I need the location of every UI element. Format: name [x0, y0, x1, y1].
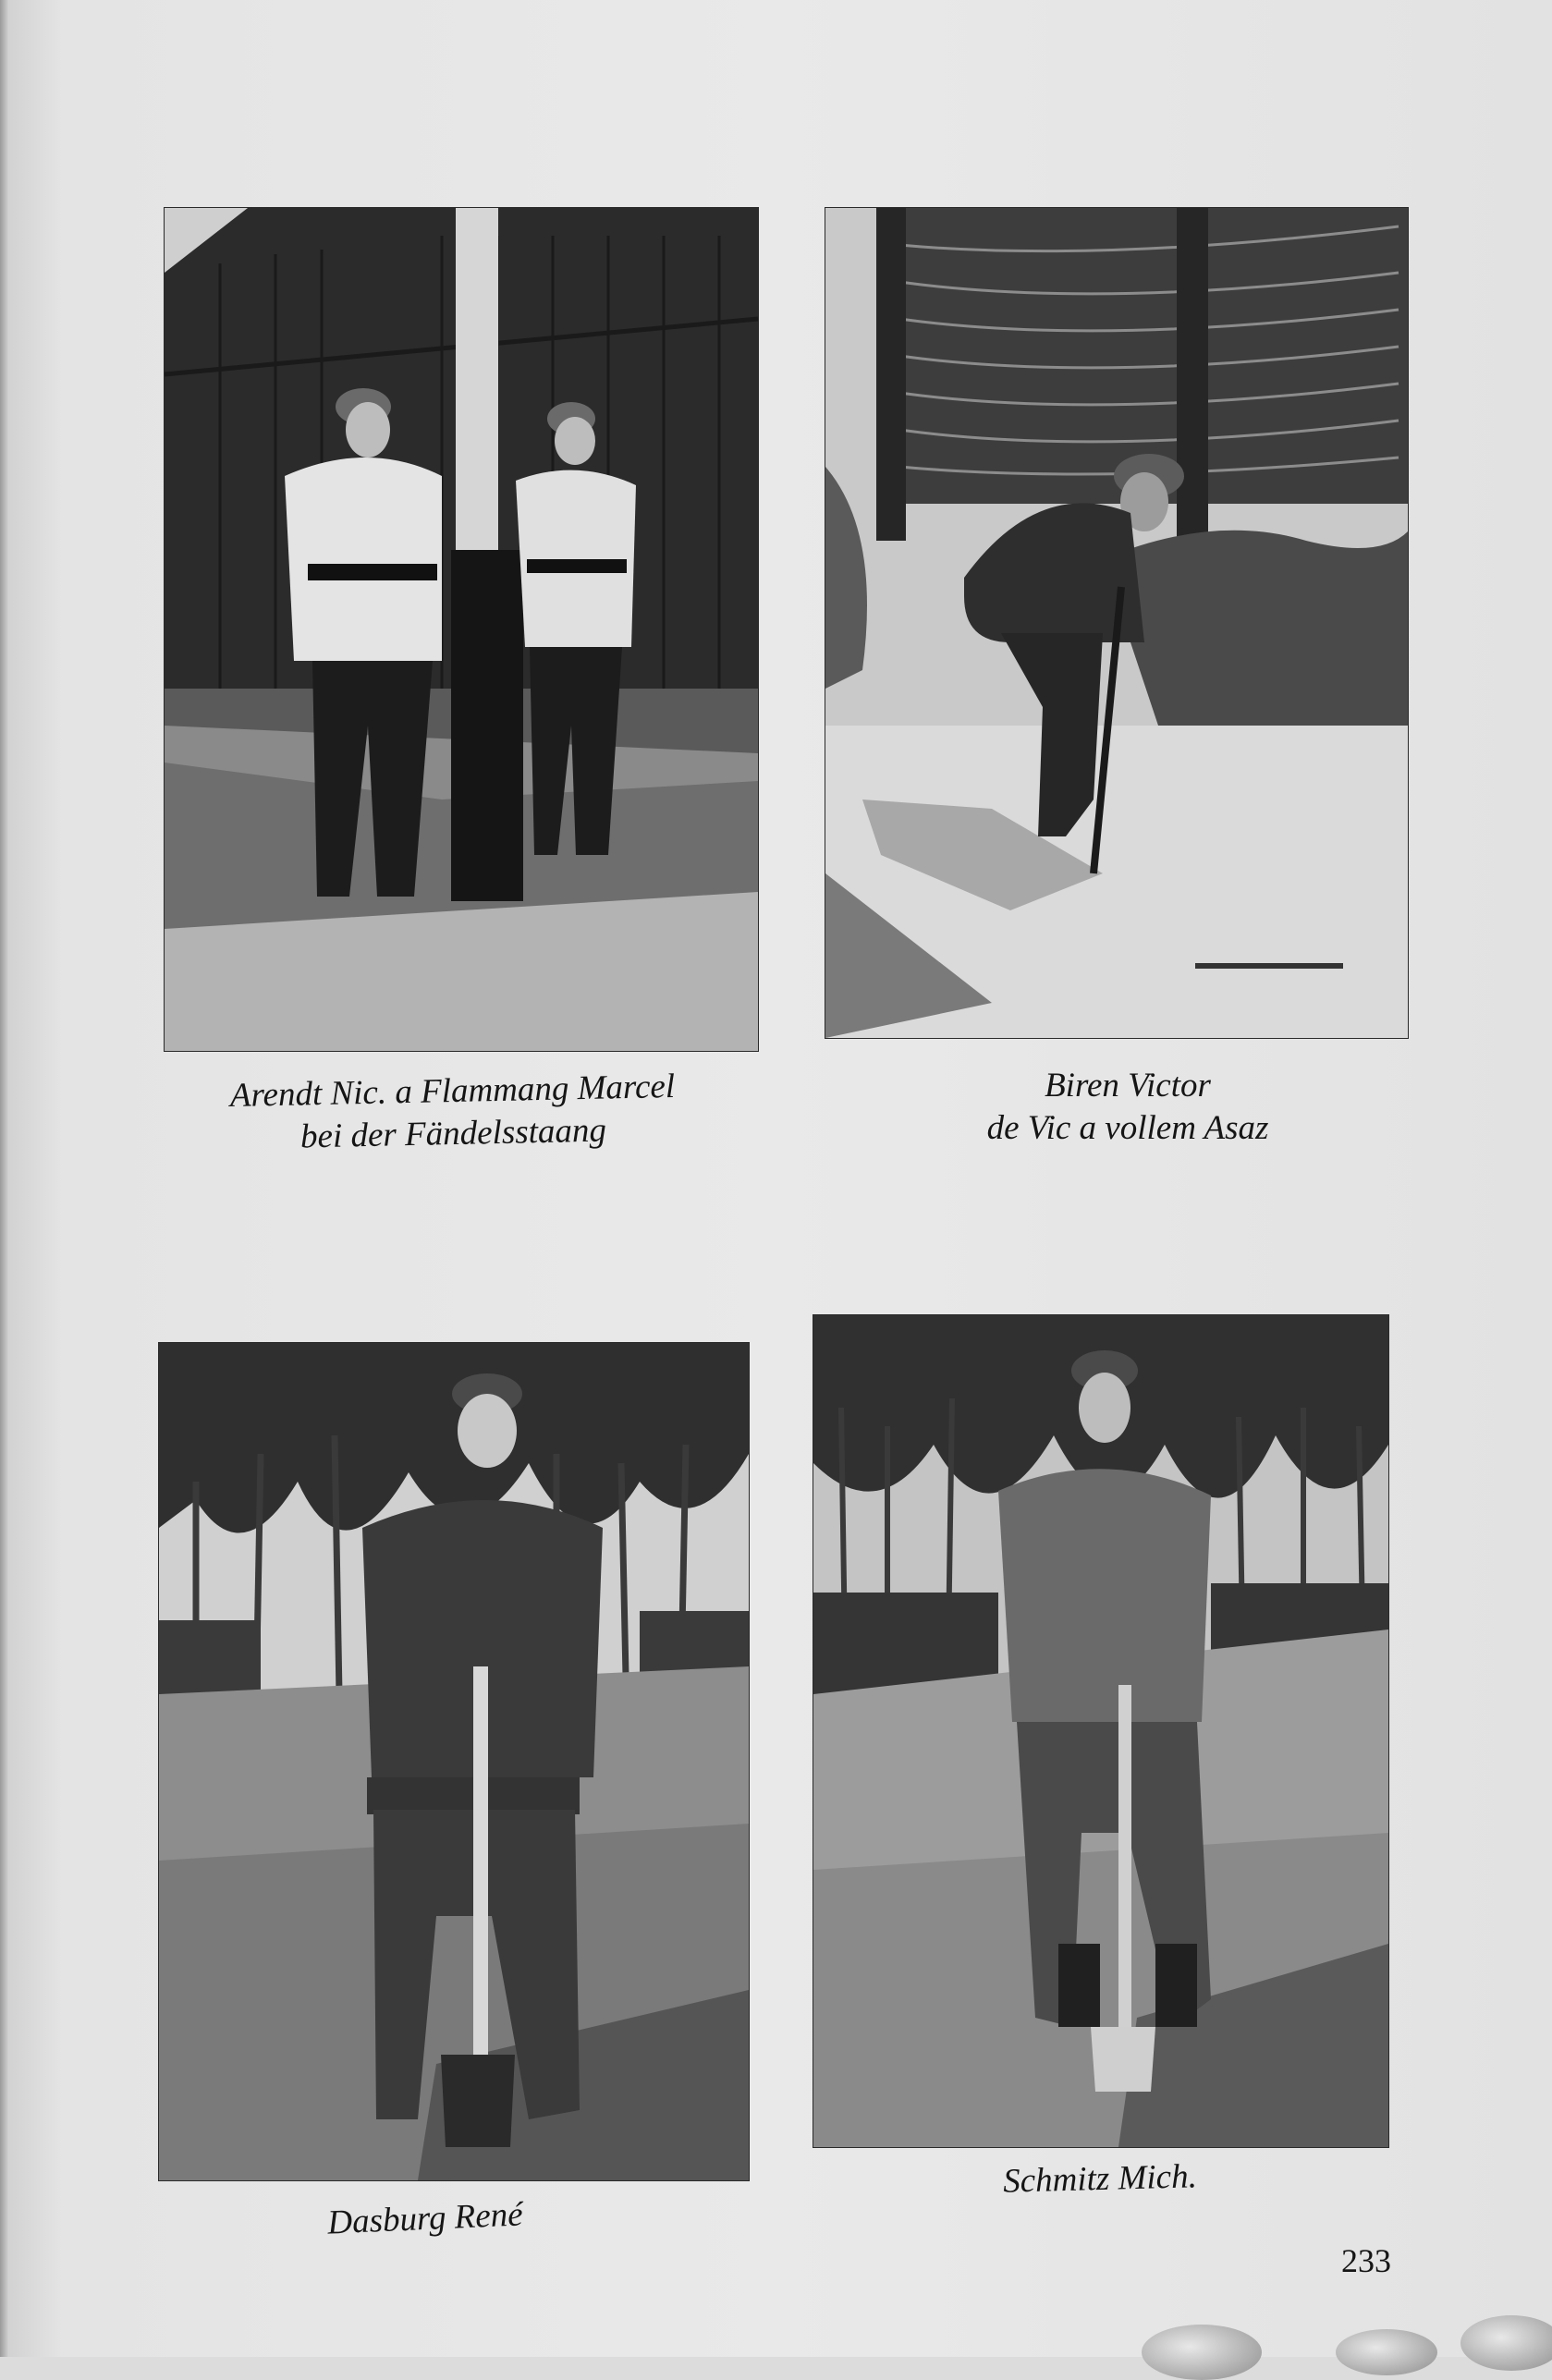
page-curl-decoration — [1460, 2315, 1552, 2371]
photo-fence-worker — [825, 208, 1408, 1038]
caption-photo-3 — [276, 2191, 574, 2247]
page-curl-decoration — [1336, 2329, 1437, 2375]
page-number: 233 — [1341, 2242, 1391, 2279]
caption-photo-4 — [970, 2154, 1229, 2203]
photo-man-with-spade — [159, 1343, 749, 2180]
photo-flagpole-guards — [165, 208, 758, 1051]
caption-photo-1 — [165, 1065, 740, 1162]
caption-photo-1-line-1: Arendt Nic. a Flammang Marcel — [229, 1067, 676, 1116]
caption-photo-2-line-1: Biren Victor — [1045, 1067, 1211, 1105]
page-curl-decoration — [1142, 2325, 1262, 2380]
photo-man-in-clearing — [813, 1315, 1388, 2147]
caption-photo-3-line-1: Dasburg René — [326, 2195, 524, 2242]
page-spine-shadow — [0, 0, 9, 2357]
caption-photo-2 — [887, 1065, 1368, 1150]
caption-photo-4-line-1: Schmitz Mich. — [1002, 2157, 1198, 2201]
caption-photo-1-line-2: bei der Fändelsstaang — [299, 1111, 607, 1156]
caption-photo-2-line-2: de Vic a vollem Asaz — [986, 1109, 1269, 1147]
